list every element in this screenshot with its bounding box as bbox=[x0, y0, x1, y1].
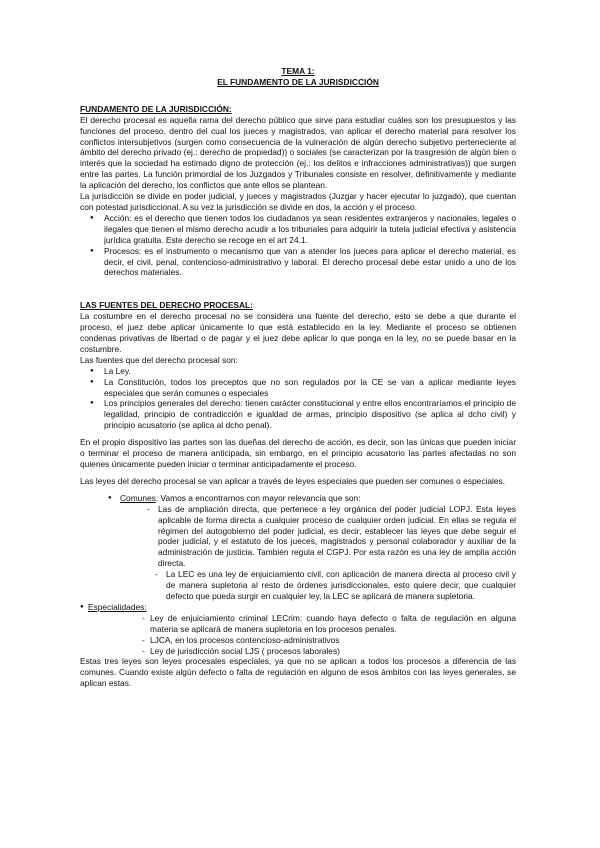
paragraph-costumbre: La costumbre en el derecho procesal no se considera una fuente del derecho, esto se debe a que durante el proceso, el juez debe aplicar únicamente lo que está establecido en la ley. Mediante el proceso se obtienen condenas privativas de libertad o de pagar y el juez debe aplicar lo que ponga en la ley, no se puede basar en la costumbre. bbox=[80, 311, 516, 354]
comunes-heading bbox=[80, 493, 516, 504]
paragraph-jurisdiccion: La jurisdicción se divide en poder judicial, y jueces y magistrados (Juzgar y hacer ejecutar lo juzgado), que cuentan con potestad jurisdiccional. A su vez la jurisdicción se divide en dos, la acción y el proceso. bbox=[80, 191, 516, 212]
document-title-number: TEMA 1: bbox=[281, 66, 315, 76]
bullet-dot-icon: ● bbox=[80, 603, 84, 610]
bullet-accion: ● Acción: es el derecho que tienen todos los ciudadanos ya sean residentes extranjeros y nacionales, legales o ilegales que tienen el mismo derecho acudir a los tribunales para adquirir la tutela judicial efectiva y asistencia jurídica gratuita. Este derecho se recoge en el art 24.1. bbox=[80, 213, 516, 246]
comunes-list bbox=[80, 504, 516, 602]
bullet-constitucion: ● La Constitución, todos los preceptos que no son regulados por la CE se van a aplicar mediante leyes especiales que serán comunes o especiales bbox=[80, 377, 516, 399]
bullet-ley: ● La Ley. bbox=[80, 366, 516, 377]
paragraph-derecho-procesal: El derecho procesal es aquella rama del derecho público que sirve para estudiar cuáles son los presupuestos y las funciones del proceso, dentro del cual los jueces y magistrados, van aplicar el derecho material para resolver los conflictos intersubjetivos (surgen como consecuencia de la vulneración de algún derecho subjetivo perteneciente al ámbito del derecho privado (ej.: derecho de propiedad)) o sociales (se caracterizan por la trasgresión de algún bien o interés que la sociedad ha estimado digno de protección (ej.: los delitos e infracciones administrativas)) que surgen entre las partes. La función primordial de los Juzgados y Tribunales consiste en resolver, definitivamente y mediante la aplicación del derecho, los conflictos que ante ellos se plantean. bbox=[80, 114, 516, 191]
comunes-item-lec: - La LEC es una ley de enjuiciamiento civil, con aplicación de manera directa al proceso civil y de manera supletoria al resto de órdenes jurisdiccionales, esto quiere decir, que cualquier defecto que pueda surgir en cualquier ley, la LEC se aplicará de manera supletoria. bbox=[80, 569, 516, 602]
bullet-principios: ● Los principios generales del derecho: tienen carácter constitucional y entre ellos encontraríamos el principio de legalidad, principio de contradicción e igualdad de armas, principio dispositivo (se aplica al dcho civil) y principio acusatorio (se aplica al dcho penal). bbox=[80, 398, 516, 431]
paragraph-leyes-procesales-especiales: Estas tres leyes son leyes procesales especiales, ya que no se aplican a todos los procesos a diferencia de las comunes. Cuando existe algún defecto o falta de regulación en alguno de esos ámbitos con las leyes generales, se aplican estas. bbox=[80, 656, 516, 689]
comunes-label: Comunes bbox=[120, 492, 156, 503]
section-heading-fuentes: LAS FUENTES DEL DERECHO PROCESAL: bbox=[80, 300, 253, 311]
section-heading-fundamento: FUNDAMENTO DE LA JURISDICCIÓN: bbox=[80, 103, 232, 114]
bullet-list-fuentes bbox=[80, 366, 516, 431]
paragraph-principio-dispositivo: En el propio dispositivo las partes son las dueñas del derecho de acción, es decir, son las únicas que pueden iniciar o terminar el proceso de manera anticipada, sin embargo, en el principio acusatorio las partes afectadas no son quienes únicamente pueden iniciar o terminar anticipadamente el proceso. bbox=[80, 437, 516, 469]
paragraph-fuentes-intro: Las fuentes que del derecho procesal son: bbox=[80, 354, 238, 365]
comunes-intro: : Vamos a encontrarnos con mayor relevancia que son: bbox=[155, 492, 361, 503]
document-page bbox=[80, 66, 516, 689]
especialidades-label: Especialidades: bbox=[88, 601, 147, 612]
bullet-list-jurisdiccion bbox=[80, 213, 516, 278]
paragraph-leyes-especiales: Las leyes del derecho procesal se van aplicar a través de leyes especiales que pueden ser comunes o especiales. bbox=[80, 475, 506, 486]
bullet-dot-icon: ● bbox=[108, 494, 112, 501]
bullet-procesos: ● Procesos: es el instrumento o mecanismo que van a atender los jueces para aplicar el derecho material, es decir, el civil, penal, contencioso-administrativo y laboral. El derecho procesal debe estar unido a uno de los derechos materiales. bbox=[80, 246, 516, 279]
especialidades-item-ljs: - Ley de jurisdicción social LJS ( procesos laborales) bbox=[80, 646, 516, 657]
especialidades-item-lecrim: - Ley de enjuiciamiento criminal LECrim: cuando haya defecto o falta de regulación en alguna materia se aplicará de manera supletoria en los procesos penales. bbox=[80, 613, 516, 635]
document-title: EL FUNDAMENTO DE LA JURISDICCIÓN bbox=[217, 76, 379, 87]
especialidades-item-ljca: - LJCA, en los procesos contencioso-administrativos bbox=[80, 635, 516, 646]
comunes-item-lopj: - Las de ampliación directa, que pertenece a ley orgánica del poder judicial LOPJ. Esta leyes aplicable de forma directa a cualquier proceso de cualquier orden judicial. En ellas se regula el régimen del autogobierno del poder judicial, es decir, establecer las leyes que debe seguir el poder judicial, y el estatuto de los jueces, magistrados y personal colaborador y auxiliar de la administración de justicia. También regula el CGPJ. Por esta razón es una ley de amplia acción directa. bbox=[80, 504, 516, 569]
especialidades-heading bbox=[80, 602, 516, 613]
especialidades-list bbox=[80, 613, 516, 657]
